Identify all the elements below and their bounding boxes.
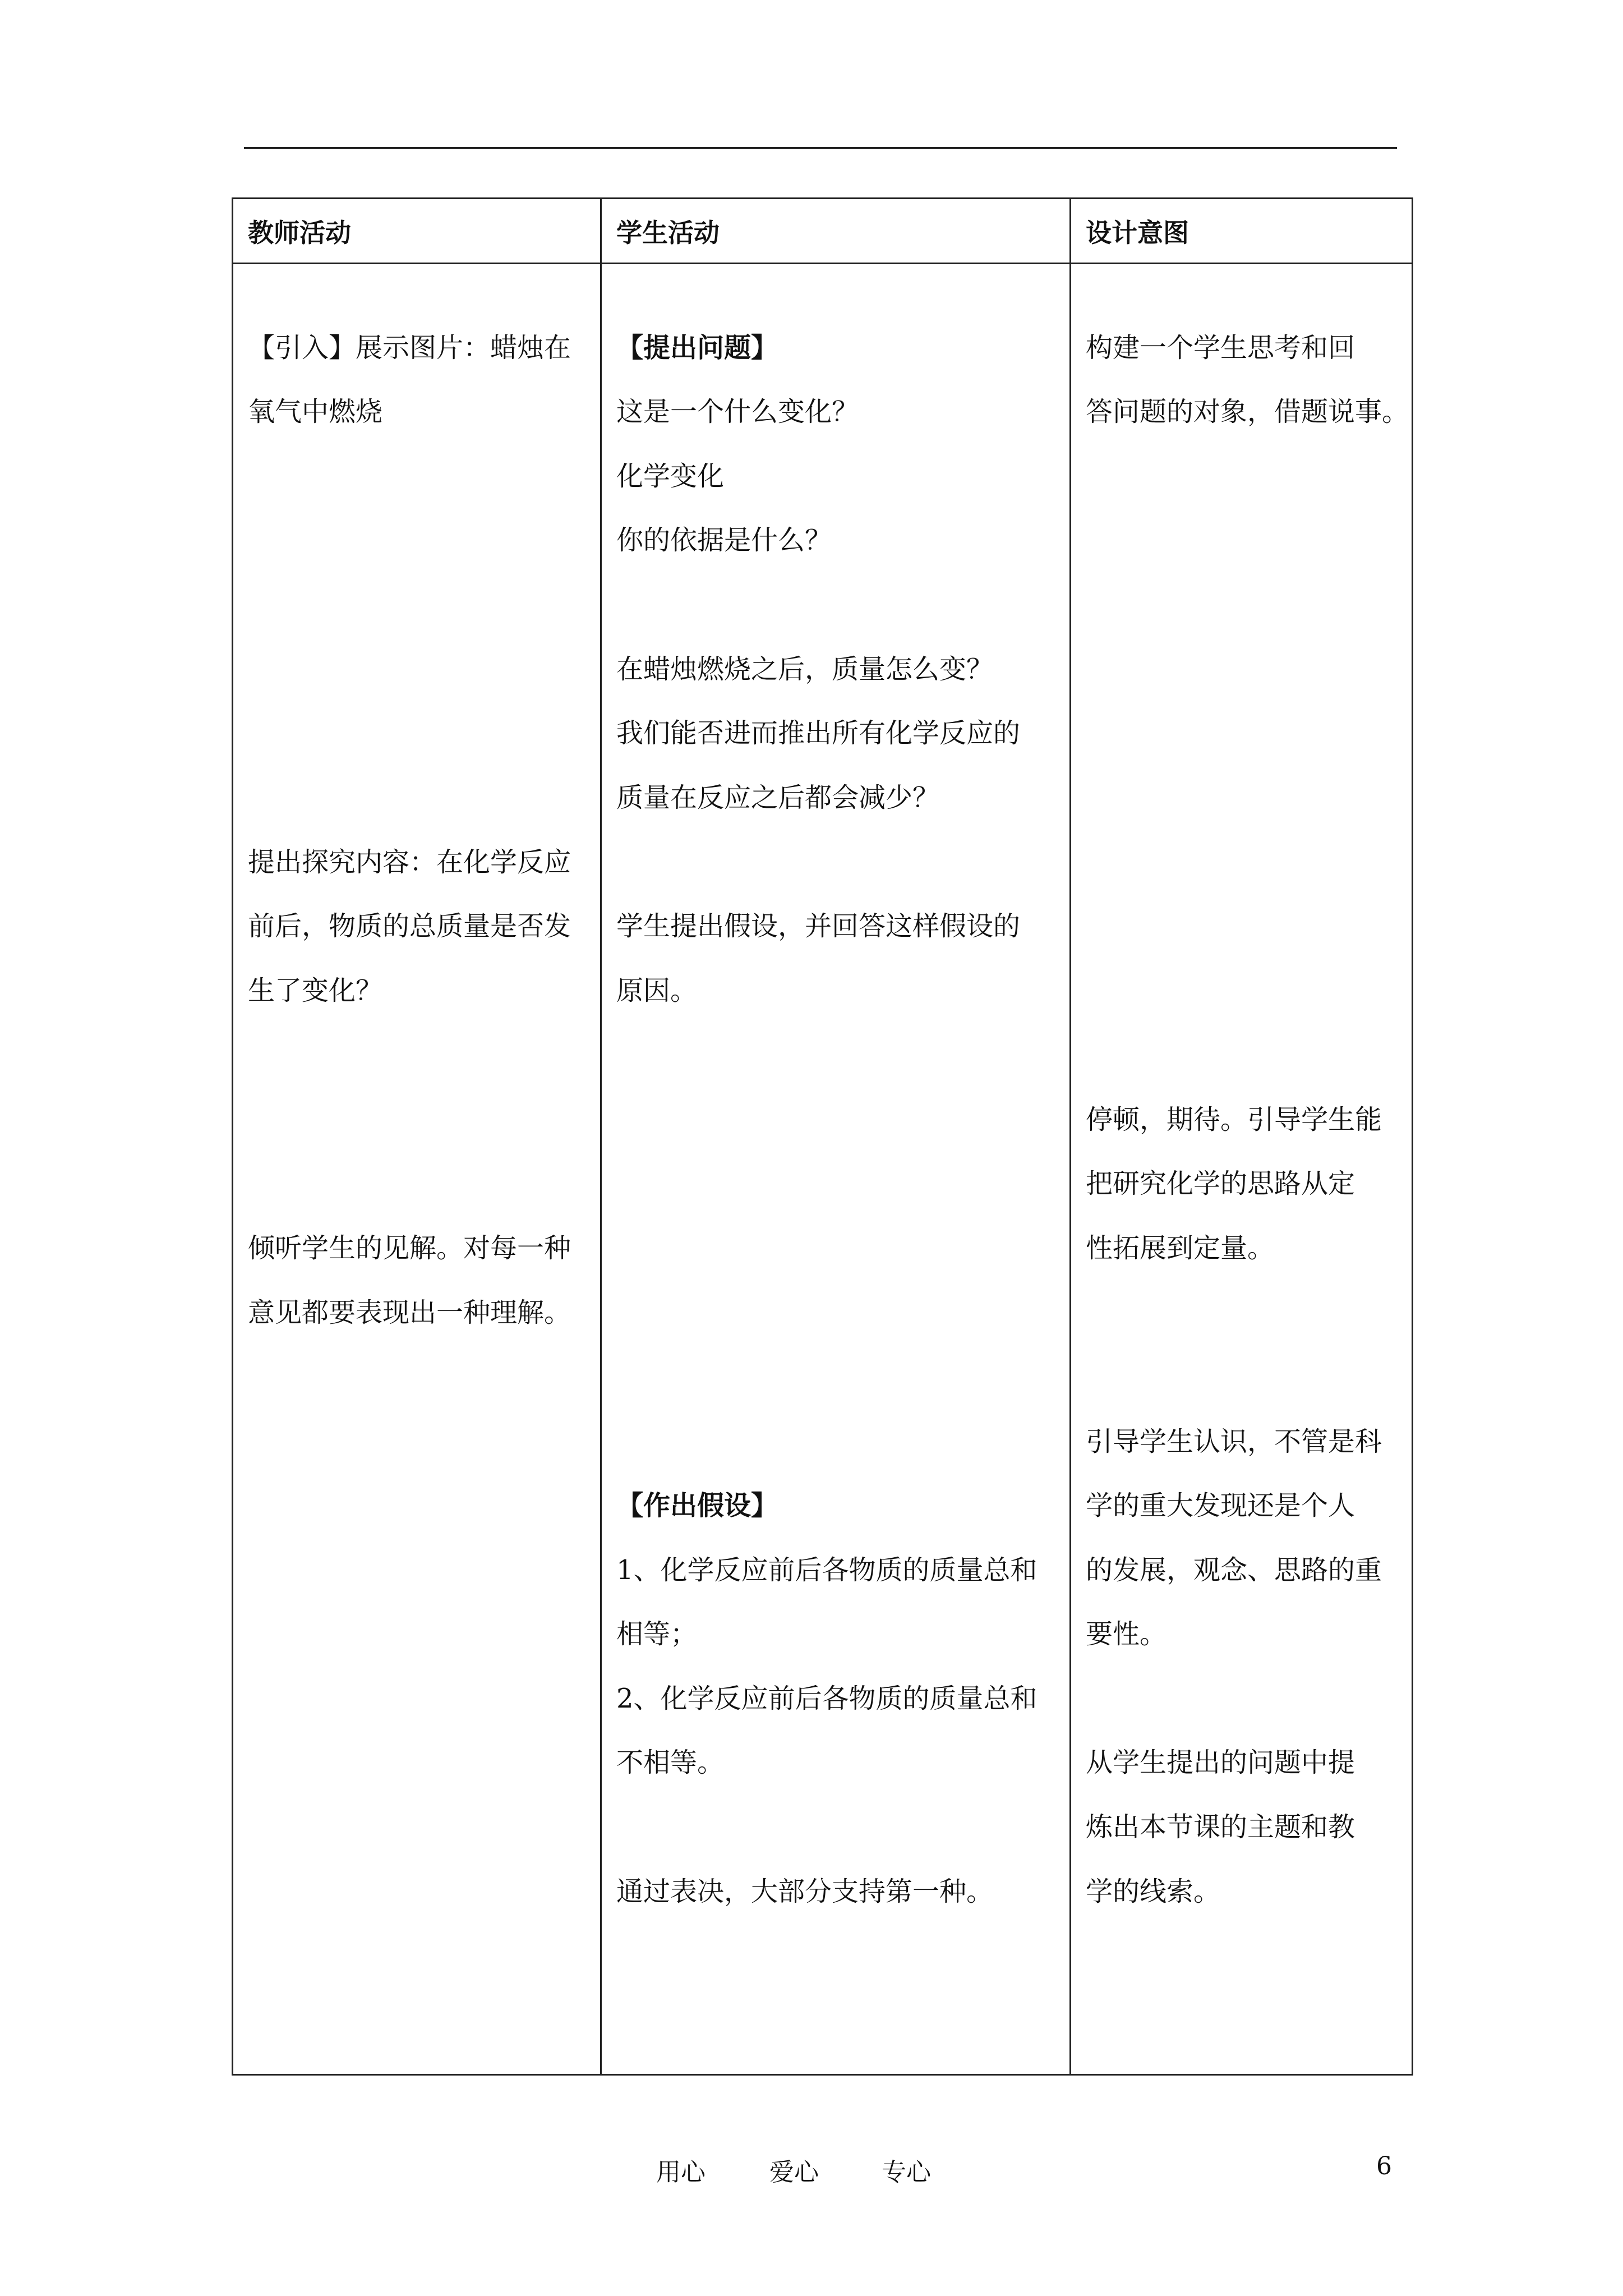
- intent-line: 学的线索。: [1086, 1876, 1221, 1907]
- teacher-line: 氧气中燃烧: [248, 396, 383, 427]
- student-line: 我们能否进而推出所有化学反应的: [616, 717, 1021, 749]
- intent-line: 把研究化学的思路从定: [1086, 1168, 1355, 1199]
- header-rule: [244, 147, 1397, 149]
- footer-slogan-1: 用心: [656, 2158, 706, 2187]
- student-activity-cell: [601, 264, 1071, 2075]
- intent-line: 性拓展到定量。: [1086, 1232, 1275, 1264]
- header-teacher-activity: 教师活动: [233, 199, 601, 264]
- teacher-activity-cell: [233, 264, 601, 2075]
- teacher-line: 前后，物质的总质量是否发: [248, 910, 571, 942]
- intent-line: 从学生提出的问题中提: [1086, 1747, 1355, 1778]
- student-line: 不相等。: [616, 1747, 725, 1778]
- footer-slogan-3: 专心: [882, 2158, 931, 2187]
- teacher-line: 提出探究内容：在化学反应: [248, 846, 571, 878]
- student-line: 在蜡烛燃烧之后，质量怎么变？: [616, 654, 994, 685]
- teacher-line: 倾听学生的见解。对每一种: [248, 1232, 571, 1264]
- teacher-line: 生了变化？: [248, 975, 383, 1006]
- student-line: 你的依据是什么？: [616, 524, 832, 556]
- table-header-row: [233, 199, 1413, 264]
- intent-line: 停顿，期待。引导学生能: [1086, 1104, 1382, 1135]
- teacher-line: 【引入】展示图片：蜡烛在: [248, 332, 571, 364]
- section-heading-questions: 【提出问题】: [616, 332, 778, 364]
- student-line: 通过表决，大部分支持第一种。: [616, 1876, 994, 1907]
- intent-line: 的发展，观念、思路的重: [1086, 1554, 1382, 1586]
- intent-line: 构建一个学生思考和回: [1086, 332, 1355, 364]
- student-line: 1、化学反应前后各物质的质量总和: [616, 1554, 1038, 1586]
- lesson-table: [232, 197, 1413, 2076]
- intent-line: 学的重大发现还是个人: [1086, 1490, 1355, 1521]
- intent-line: 引导学生认识，不管是科: [1086, 1426, 1382, 1457]
- student-line: 原因。: [616, 975, 698, 1006]
- student-line: 相等；: [616, 1618, 698, 1650]
- intent-line: 炼出本节课的主题和教: [1086, 1811, 1355, 1843]
- student-line: 化学变化: [616, 461, 725, 492]
- student-line: 质量在反应之后都会减少？: [616, 782, 940, 813]
- header-student-activity: 学生活动: [601, 199, 1071, 264]
- intent-line: 答问题的对象，借题说事。: [1086, 396, 1409, 427]
- student-line: 学生提出假设，并回答这样假设的: [616, 910, 1021, 942]
- intent-line: 要性。: [1086, 1618, 1167, 1650]
- student-line: 这是一个什么变化？: [616, 396, 859, 427]
- design-intent-cell: [1071, 264, 1413, 2075]
- footer-slogan-2: 爱心: [769, 2158, 819, 2187]
- section-heading-hypothesis: 【作出假设】: [616, 1490, 778, 1521]
- student-line: 2、化学反应前后各物质的质量总和: [616, 1683, 1038, 1714]
- page-number: 6: [1376, 2152, 1392, 2180]
- table-body-row: [233, 264, 1413, 2075]
- teacher-line: 意见都要表现出一种理解。: [248, 1297, 571, 1328]
- header-design-intent: 设计意图: [1071, 199, 1413, 264]
